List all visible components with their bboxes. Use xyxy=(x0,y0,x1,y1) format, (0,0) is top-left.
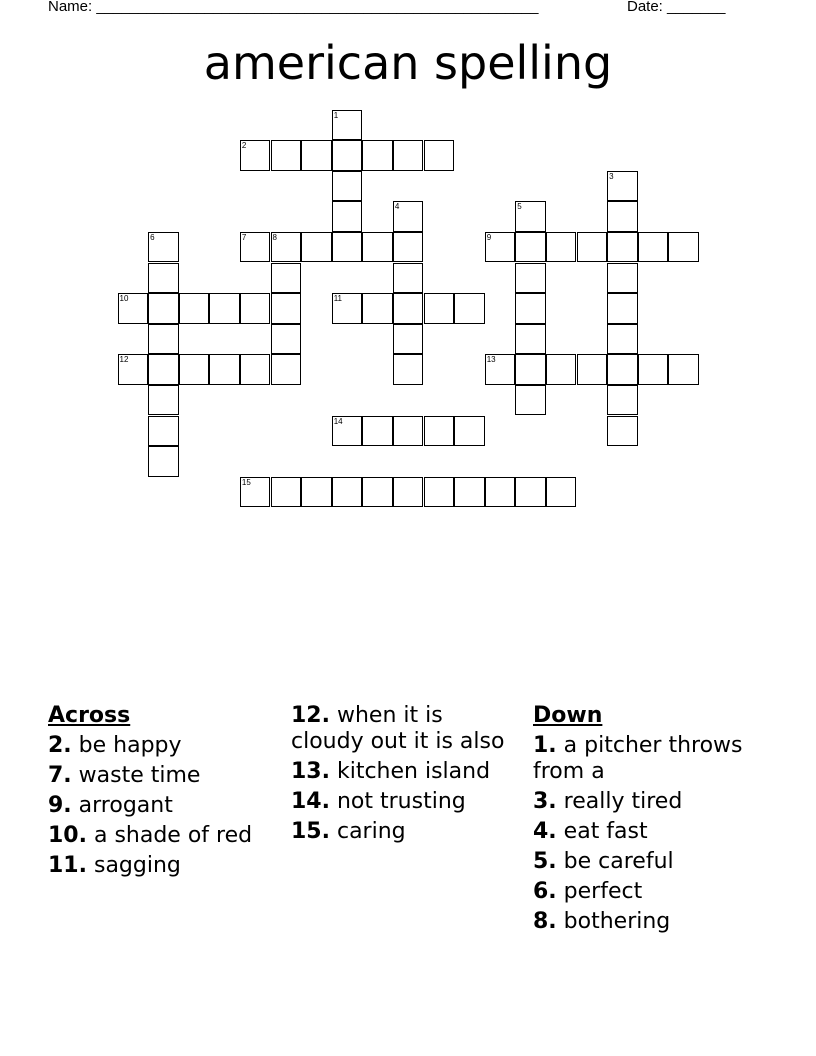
clue-item xyxy=(533,909,773,935)
crossword-cell[interactable] xyxy=(209,354,240,385)
crossword-cell[interactable] xyxy=(148,354,179,385)
clue-text: really tired xyxy=(563,789,683,814)
clue-number: 13. xyxy=(291,759,330,784)
clue-number-label: 10 xyxy=(119,294,129,304)
clue-number: 14. xyxy=(291,789,330,814)
crossword-cell[interactable] xyxy=(546,354,577,385)
crossword-cell[interactable] xyxy=(148,293,179,324)
crossword-cell[interactable] xyxy=(546,232,577,263)
clue-item xyxy=(533,789,773,815)
crossword-cell[interactable] xyxy=(393,140,424,171)
clue-number: 2. xyxy=(48,733,72,758)
across-clues-column-continued xyxy=(291,703,511,849)
crossword-cell[interactable] xyxy=(515,263,546,294)
crossword-cell[interactable] xyxy=(240,354,271,385)
crossword-cell[interactable] xyxy=(454,477,485,508)
crossword-cell[interactable] xyxy=(301,477,332,508)
crossword-cell[interactable] xyxy=(515,324,546,355)
crossword-cell[interactable] xyxy=(301,140,332,171)
page-title: american spelling xyxy=(203,36,613,90)
clue-text: not trusting xyxy=(336,789,466,814)
clue-item xyxy=(48,793,268,819)
crossword-cell[interactable] xyxy=(393,354,424,385)
crossword-cell[interactable] xyxy=(393,232,424,263)
crossword-cell[interactable] xyxy=(607,293,638,324)
crossword-cell[interactable] xyxy=(485,232,516,263)
crossword-cell[interactable] xyxy=(546,477,577,508)
clue-text: when it is cloudy out it is also xyxy=(291,703,505,754)
clue-number-label: 7 xyxy=(241,232,247,242)
clue-number-label: 4 xyxy=(394,202,400,212)
crossword-cell[interactable] xyxy=(668,232,699,263)
crossword-cell[interactable] xyxy=(393,293,424,324)
across-heading: Across xyxy=(48,703,131,728)
crossword-cell[interactable] xyxy=(332,232,363,263)
clue-text: kitchen island xyxy=(336,759,491,784)
clue-text: waste time xyxy=(78,763,201,788)
clue-text: bothering xyxy=(563,909,671,934)
crossword-cell[interactable] xyxy=(148,446,179,477)
crossword-cell[interactable] xyxy=(271,477,302,508)
down-clues-column xyxy=(533,703,773,939)
crossword-cell[interactable] xyxy=(240,293,271,324)
crossword-cell[interactable] xyxy=(485,477,516,508)
clue-number-label: 1 xyxy=(333,110,339,120)
clue-number: 7. xyxy=(48,763,72,788)
crossword-cell[interactable] xyxy=(148,324,179,355)
crossword-cell[interactable] xyxy=(515,385,546,416)
crossword-cell[interactable] xyxy=(515,293,546,324)
crossword-cell[interactable] xyxy=(607,324,638,355)
crossword-cell[interactable] xyxy=(424,140,455,171)
crossword-cell[interactable] xyxy=(271,263,302,294)
crossword-cell[interactable] xyxy=(179,354,210,385)
clue-number-label: 11 xyxy=(333,294,342,304)
crossword-cell[interactable] xyxy=(607,354,638,385)
crossword-cell[interactable] xyxy=(332,416,363,447)
crossword-cell[interactable] xyxy=(668,354,699,385)
crossword-cell[interactable] xyxy=(362,232,393,263)
crossword-cell[interactable] xyxy=(393,324,424,355)
crossword-cell[interactable] xyxy=(607,232,638,263)
crossword-cell[interactable] xyxy=(485,354,516,385)
crossword-cell[interactable] xyxy=(577,354,608,385)
crossword-cell[interactable] xyxy=(638,354,669,385)
clue-number: 9. xyxy=(48,793,72,818)
crossword-cell[interactable] xyxy=(148,385,179,416)
clue-item xyxy=(533,849,773,875)
crossword-cell[interactable] xyxy=(271,293,302,324)
clue-item xyxy=(48,733,268,759)
clue-text: a shade of red xyxy=(93,823,253,848)
clue-number: 8. xyxy=(533,909,557,934)
crossword-cell[interactable] xyxy=(393,201,424,232)
clue-item xyxy=(533,879,773,905)
crossword-cell[interactable] xyxy=(362,477,393,508)
crossword-cell[interactable] xyxy=(301,232,332,263)
clue-text: be careful xyxy=(563,849,674,874)
crossword-cell[interactable] xyxy=(577,232,608,263)
crossword-cell[interactable] xyxy=(362,416,393,447)
crossword-cell[interactable] xyxy=(607,171,638,202)
clue-item xyxy=(291,759,511,785)
crossword-cell[interactable] xyxy=(271,324,302,355)
crossword-cell[interactable] xyxy=(424,477,455,508)
clue-number-label: 3 xyxy=(609,171,614,181)
crossword-cell[interactable] xyxy=(332,110,363,141)
crossword-cell[interactable] xyxy=(332,293,363,324)
crossword-cell[interactable] xyxy=(179,293,210,324)
name-field-label: Name: _____________________________________________________ xyxy=(48,0,539,15)
clue-text: caring xyxy=(336,819,406,844)
clue-text: perfect xyxy=(563,879,643,904)
crossword-cell[interactable] xyxy=(332,140,363,171)
clue-text: a pitcher throws from a xyxy=(533,733,743,784)
clue-number: 15. xyxy=(291,819,330,844)
crossword-cell[interactable] xyxy=(607,201,638,232)
clue-item xyxy=(291,789,511,815)
crossword-cell[interactable] xyxy=(118,293,149,324)
clue-item xyxy=(48,763,268,789)
clue-number: 3. xyxy=(533,789,557,814)
crossword-cell[interactable] xyxy=(424,416,455,447)
clue-item xyxy=(48,823,268,849)
clue-item xyxy=(533,819,773,845)
clue-number-label: 12 xyxy=(119,355,129,365)
crossword-cell[interactable] xyxy=(607,416,638,447)
crossword-cell[interactable] xyxy=(362,293,393,324)
crossword-cell[interactable] xyxy=(454,293,485,324)
crossword-cell[interactable] xyxy=(118,354,149,385)
clue-number: 10. xyxy=(48,823,87,848)
clue-number-label: 2 xyxy=(241,141,247,151)
crossword-cell[interactable] xyxy=(607,263,638,294)
clue-text: arrogant xyxy=(78,793,173,818)
crossword-cell[interactable] xyxy=(393,263,424,294)
crossword-cell[interactable] xyxy=(271,232,302,263)
crossword-cell[interactable] xyxy=(240,477,271,508)
crossword-cell[interactable] xyxy=(332,171,363,202)
clue-number-label: 5 xyxy=(517,202,522,212)
clue-number-label: 8 xyxy=(272,232,277,242)
clue-item xyxy=(48,853,268,879)
crossword-cell[interactable] xyxy=(240,140,271,171)
clue-text: be happy xyxy=(78,733,182,758)
crossword-cell[interactable] xyxy=(515,201,546,232)
clue-number-label: 15 xyxy=(241,477,251,487)
clue-number-label: 14 xyxy=(333,416,343,426)
crossword-cell[interactable] xyxy=(209,293,240,324)
clue-number: 1. xyxy=(533,733,557,758)
crossword-cell[interactable] xyxy=(454,416,485,447)
across-clues-column xyxy=(48,703,268,883)
clue-item xyxy=(291,819,511,845)
crossword-cell[interactable] xyxy=(148,416,179,447)
crossword-cell[interactable] xyxy=(515,232,546,263)
down-heading: Down xyxy=(533,703,603,728)
crossword-cell[interactable] xyxy=(607,385,638,416)
clue-item xyxy=(533,733,773,785)
crossword-cell[interactable] xyxy=(393,477,424,508)
clue-number: 5. xyxy=(533,849,557,874)
clue-number-label: 6 xyxy=(150,232,155,242)
crossword-cell[interactable] xyxy=(332,201,363,232)
crossword-cell[interactable] xyxy=(148,263,179,294)
clue-number-label: 9 xyxy=(486,232,492,242)
crossword-cell[interactable] xyxy=(393,416,424,447)
crossword-cell[interactable] xyxy=(332,477,363,508)
clue-number: 4. xyxy=(533,819,557,844)
crossword-cell[interactable] xyxy=(515,354,546,385)
crossword-cell[interactable] xyxy=(424,293,455,324)
date-field-label: Date: _______ xyxy=(627,0,726,15)
crossword-cell[interactable] xyxy=(638,232,669,263)
clue-number-label: 13 xyxy=(486,355,496,365)
clue-text: eat fast xyxy=(563,819,648,844)
crossword-cell[interactable] xyxy=(240,232,271,263)
crossword-cell[interactable] xyxy=(148,232,179,263)
clue-item xyxy=(291,703,511,755)
clue-number: 6. xyxy=(533,879,557,904)
crossword-cell[interactable] xyxy=(271,140,302,171)
clue-number: 11. xyxy=(48,853,87,878)
clue-text: sagging xyxy=(93,853,181,878)
crossword-cell[interactable] xyxy=(362,140,393,171)
clue-number: 12. xyxy=(291,703,330,728)
crossword-cell[interactable] xyxy=(271,354,302,385)
crossword-cell[interactable] xyxy=(515,477,546,508)
